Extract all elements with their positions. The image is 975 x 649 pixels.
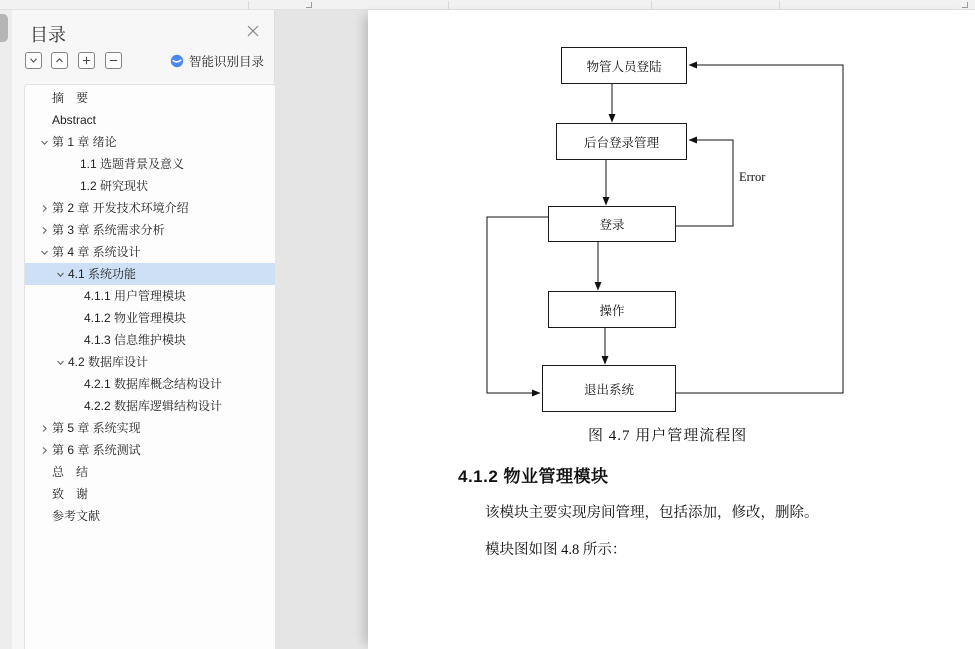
toc-item-1-2[interactable]: 1.2 研究现状 — [80, 179, 149, 193]
strip-divider — [248, 1, 249, 9]
toc-item-chapter6[interactable]: 第 6 章 系统测试 — [25, 439, 276, 461]
toc-item-chapter2[interactable]: 第 2 章 开发技术环境介绍 — [25, 197, 276, 219]
section-paragraph: 模块图如图 4.8 所示： — [485, 542, 627, 558]
chevron-down-icon[interactable] — [37, 246, 51, 258]
flowchart-node-login-staff: 物管人员登陆 — [561, 47, 687, 84]
expand-next-button[interactable] — [25, 52, 42, 69]
window-top-strip — [0, 0, 975, 10]
chevron-right-icon[interactable] — [37, 202, 51, 214]
toc-item-acknowledgement[interactable]: 致 谢 — [52, 487, 89, 501]
smart-toc-label: 智能识别目录 — [188, 54, 264, 69]
chevron-right-icon[interactable] — [37, 444, 51, 456]
left-edge-rail — [0, 10, 12, 649]
bracket-glyph — [962, 2, 968, 8]
section-heading: 4.1.2 物业管理模块 — [458, 467, 609, 486]
figure-caption: 图 4.7 用户管理流程图 — [588, 428, 748, 444]
close-icon[interactable] — [246, 24, 262, 40]
toc-toolbar — [12, 52, 274, 72]
toc-item-4-1-3[interactable]: 4.1.3 信息维护模块 — [84, 333, 187, 347]
toc-item-4-1-1[interactable]: 4.1.1 用户管理模块 — [84, 289, 187, 303]
strip-divider — [779, 1, 780, 9]
expand-all-button[interactable] — [78, 52, 95, 69]
toc-item-abstract-en[interactable]: Abstract — [52, 113, 97, 127]
toc-panel-title: 目录 — [30, 25, 66, 45]
strip-divider — [448, 1, 449, 9]
user-management-flowchart — [368, 10, 888, 444]
flowchart-error-label: Error — [739, 170, 766, 184]
toc-item-4-2[interactable]: 4.2 数据库设计 — [25, 351, 276, 373]
flowchart-node-exit-system: 退出系统 — [542, 365, 676, 412]
toc-item-1-1[interactable]: 1.1 选题背景及意义 — [80, 157, 185, 171]
document-view-gutter — [275, 10, 368, 649]
toc-item-4-1-2[interactable]: 4.1.2 物业管理模块 — [84, 311, 187, 325]
chevron-right-icon[interactable] — [37, 224, 51, 236]
smart-recognize-toc-button[interactable] — [170, 52, 264, 69]
toc-item-chapter5[interactable]: 第 5 章 系统实现 — [25, 417, 276, 439]
section-paragraph: 该模块主要实现房间管理，包括添加，修改，删除。 — [485, 505, 819, 521]
chevron-down-icon[interactable] — [37, 136, 51, 148]
toc-item-abstract-cn[interactable]: 摘 要 — [52, 91, 89, 105]
panel-drag-handle[interactable] — [0, 14, 8, 42]
toc-item-chapter4[interactable]: 第 4 章 系统设计 — [25, 241, 276, 263]
collapse-prev-button[interactable] — [51, 52, 68, 69]
toc-item-chapter1[interactable]: 第 1 章 绪论 — [25, 131, 276, 153]
collapse-all-button[interactable] — [105, 52, 122, 69]
toc-list-panel — [24, 84, 277, 649]
flowchart-node-operate: 操作 — [548, 291, 676, 328]
toc-item-summary[interactable]: 总 结 — [52, 465, 89, 479]
document-page — [368, 10, 975, 649]
flowchart-node-login: 登录 — [548, 206, 676, 242]
toc-item-4-2-1[interactable]: 4.2.1 数据库概念结构设计 — [84, 377, 223, 391]
bracket-glyph — [306, 2, 312, 8]
ai-robot-icon — [170, 54, 184, 68]
chevron-down-icon[interactable] — [53, 268, 67, 280]
toc-sidebar — [12, 10, 275, 649]
chevron-down-icon[interactable] — [53, 356, 67, 368]
toc-item-references[interactable]: 参考文献 — [52, 509, 101, 523]
chevron-right-icon[interactable] — [37, 422, 51, 434]
toc-item-4-2-2[interactable]: 4.2.2 数据库逻辑结构设计 — [84, 399, 223, 413]
toc-item-chapter3[interactable]: 第 3 章 系统需求分析 — [25, 219, 276, 241]
toc-item-4-1-selected[interactable]: 4.1 系统功能 — [25, 263, 276, 285]
toc-list — [25, 85, 276, 527]
flowchart-node-backend-login: 后台登录管理 — [556, 123, 687, 160]
strip-divider — [651, 1, 652, 9]
